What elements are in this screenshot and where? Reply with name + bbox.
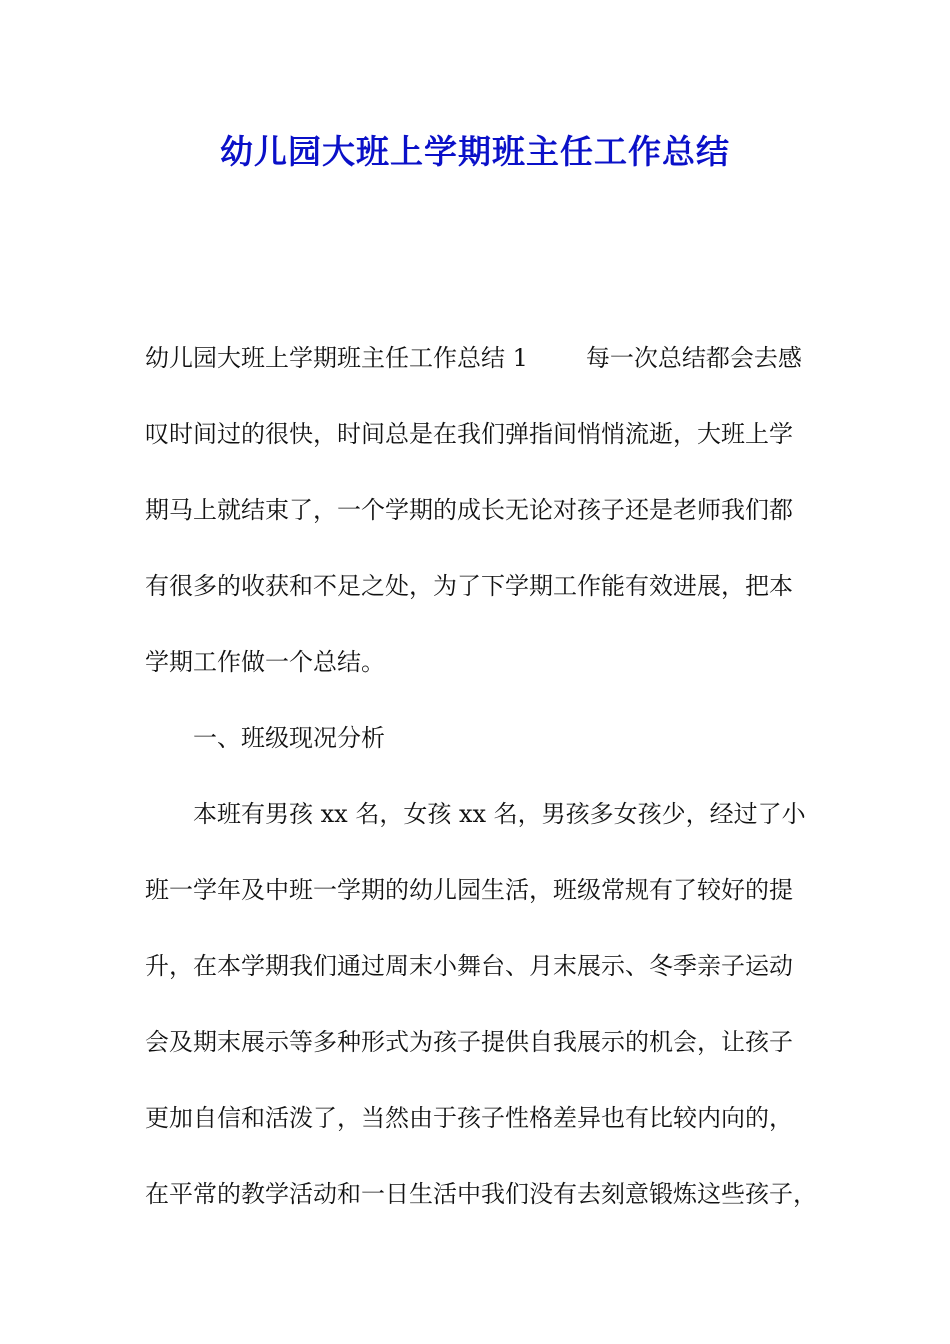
section-line: 本班有男孩 xx 名，女孩 xx 名，男孩多女孩少，经过了小 bbox=[193, 800, 806, 828]
document-title: 幼儿园大班上学期班主任工作总结 bbox=[220, 132, 730, 171]
intro-line-text: 每一次总结都会去感 bbox=[585, 344, 802, 372]
intro-heading: 幼儿园大班上学期班主任工作总结 1 bbox=[145, 344, 528, 372]
intro-line: 学期工作做一个总结。 bbox=[145, 648, 385, 676]
section-line: 升，在本学期我们通过周末小舞台、月末展示、冬季亲子运动 bbox=[145, 952, 793, 980]
section-heading: 一、班级现况分析 bbox=[193, 724, 385, 752]
intro-line: 叹时间过的很快，时间总是在我们弹指间悄悄流逝，大班上学 bbox=[145, 420, 793, 448]
intro-line: 有很多的收获和不足之处，为了下学期工作能有效进展，把本 bbox=[145, 572, 793, 600]
intro-line: 期马上就结束了，一个学期的成长无论对孩子还是老师我们都 bbox=[145, 496, 793, 524]
section-line: 更加自信和活泼了，当然由于孩子性格差异也有比较内向的， bbox=[145, 1104, 793, 1132]
section-line: 会及期末展示等多种形式为孩子提供自我展示的机会，让孩子 bbox=[145, 1028, 793, 1056]
section-paragraph bbox=[145, 776, 817, 1232]
section-line: 班一学年及中班一学期的幼儿园生活，班级常规有了较好的提 bbox=[145, 876, 793, 904]
section-line: 在平常的教学活动和一日生活中我们没有去刻意锻炼这些孩子， bbox=[145, 1180, 817, 1208]
intro-paragraph bbox=[145, 320, 810, 700]
intro-line bbox=[145, 320, 810, 396]
section-heading-block bbox=[145, 700, 810, 776]
